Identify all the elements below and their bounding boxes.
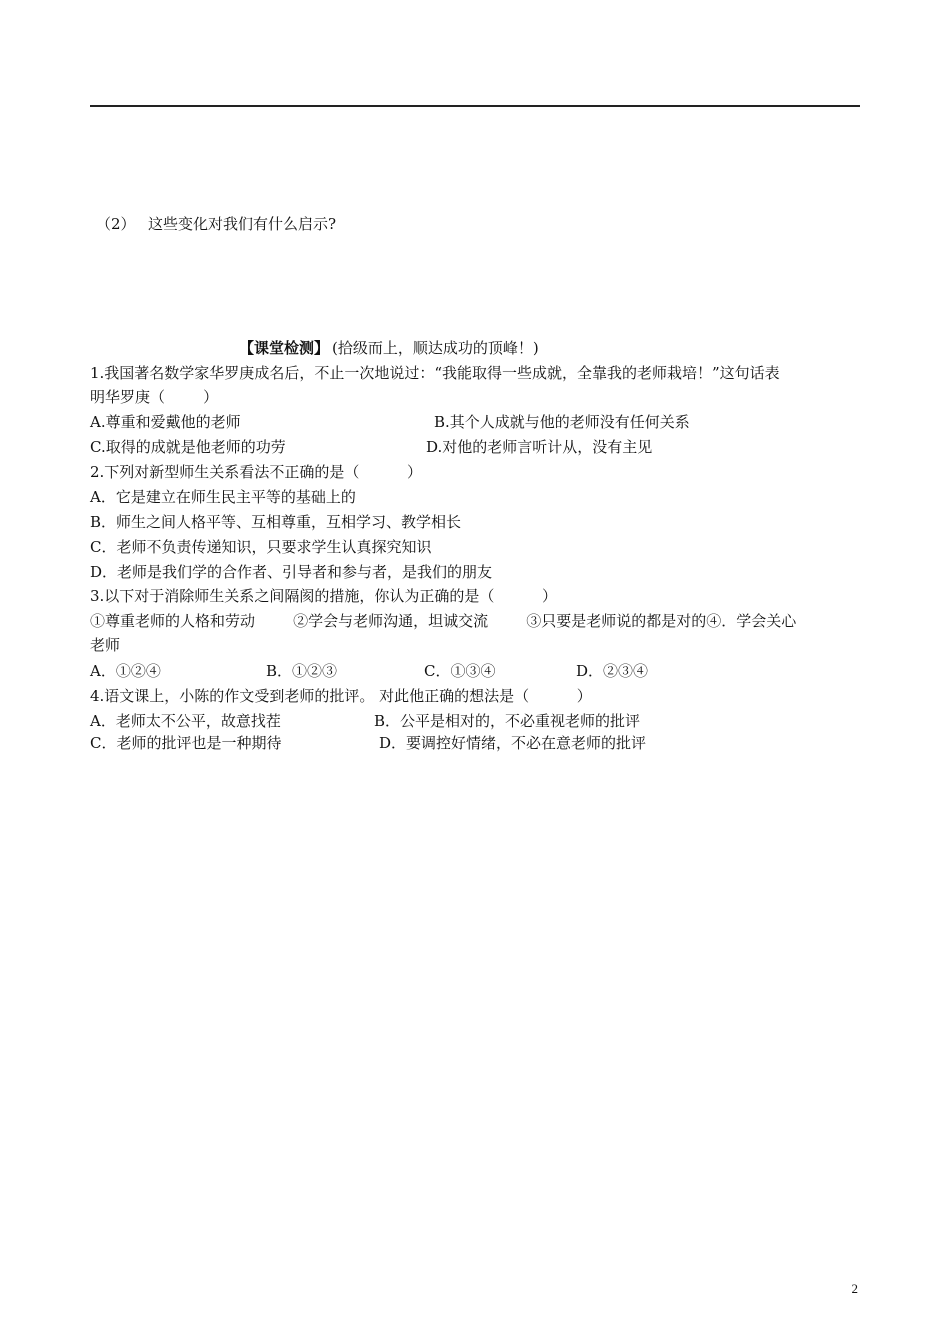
q2-option-b: B．师生之间人格平等、互相尊重，互相学习、教学相长 [90,513,462,531]
q1-option-d: D.对他的老师言听计从，没有主见 [426,438,653,456]
q1-option-b: B.其个人成就与他的老师没有任何关系 [434,413,690,431]
q3-option-c: C．①③④ [424,662,496,680]
q4-stem: 4.语文课上，小陈的作文受到老师的批评。 对此他正确的想法是（ ） [90,687,592,705]
q3-stem: 3.以下对于消除师生关系之间隔阂的措施，你认为正确的是（ ） [90,587,557,605]
q2-stem: 2.下列对新型师生关系看法不正确的是（ ） [90,463,422,481]
q4-option-d: D．要调控好情绪，不必在意老师的批评 [379,734,647,752]
q4-option-a: A．老师太不公平，故意找茬 [90,712,281,730]
section-subtitle: (拾级而上，顺达成功的顶峰！) [332,339,539,357]
q2-option-c: C．老师不负责传递知识，只要求学生认真探究知识 [90,538,432,556]
question-2-number: （2） [96,215,136,233]
q1-option-a: A.尊重和爱戴他的老师 [90,413,241,431]
q4-option-b: B．公平是相对的，不必重视老师的批评 [374,712,641,730]
q3-statements-line2: 老师 [90,636,121,654]
question-2-text: 这些变化对我们有什么启示? [148,215,337,233]
q2-option-d: D．老师是我们学的合作者、引导者和参与者，是我们的朋友 [90,563,493,581]
q3-statements-line1: ①尊重老师的人格和劳动 ②学会与老师沟通，坦诚交流 ③只要是老师说的都是对的④．学会关心 [90,612,797,630]
q2-option-a: A．它是建立在师生民主平等的基础上的 [90,488,356,506]
q3-option-b: B．①②③ [266,662,338,680]
q3-option-d: D．②③④ [576,662,649,680]
q1-option-c: C.取得的成就是他老师的功劳 [90,438,286,456]
header-rule [90,105,860,107]
q3-option-a: A．①②④ [90,662,161,680]
q1-stem-line2: 明华罗庚（ ） [90,388,219,406]
q4-option-c: C．老师的批评也是一种期待 [90,734,282,752]
q1-stem-line1: 1.我国著名数学家华罗庚成名后，不止一次地说过：“我能取得一些成就，全靠我的老师栽培！”这句话表 [90,364,780,382]
section-title: 【课堂检测】 [239,339,330,357]
page-number: 2 [851,1281,858,1296]
